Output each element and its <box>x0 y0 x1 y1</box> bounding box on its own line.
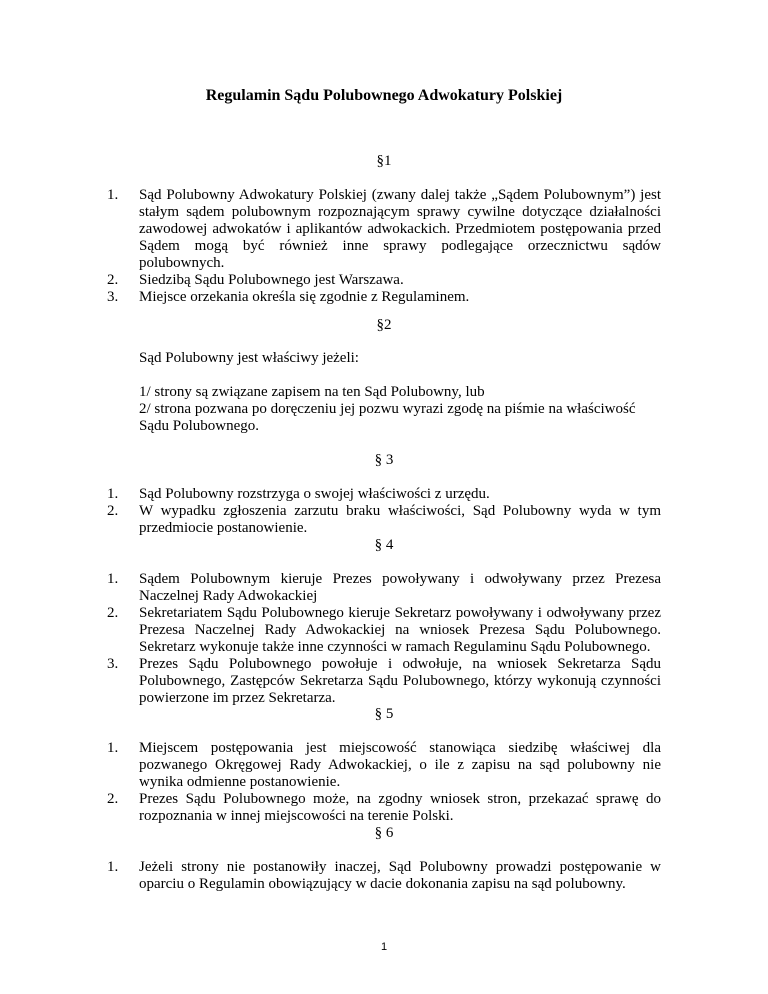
section-3-item-1 <box>107 486 661 503</box>
section-3-list <box>107 486 661 537</box>
section-4-item-3 <box>107 656 661 707</box>
item-number: 2. <box>107 605 119 621</box>
section-1-item-3 <box>107 289 661 306</box>
item-number: 1. <box>107 859 119 875</box>
item-text: Prezes Sądu Polubownego powołuje i odwołuje, na wniosek Sekretarza Sądu Polubownego, Zastępców Sekretarza Sądu Polubownego, którzy wykonują czynności powierzone im przez Sekretarza. <box>139 656 661 706</box>
item-number: 3. <box>107 289 119 305</box>
section-6-list <box>107 859 661 893</box>
item-text: Miejscem postępowania jest miejscowość stanowiąca siedzibę właściwej dla pozwanego Okręgowej Rady Adwokackiej, o ile z zapisu na sąd polubowny nie wynika odmienne postanowienie. <box>139 740 661 790</box>
section-1-list <box>107 187 661 306</box>
section-2-intro: Sąd Polubowny jest właściwy jeżeli: <box>139 350 359 366</box>
document-title: Regulamin Sądu Polubownego Adwokatury Polskiej <box>205 87 563 104</box>
section-5-item-2 <box>107 791 661 825</box>
item-number: 3. <box>107 656 119 672</box>
section-5-item-1 <box>107 740 661 791</box>
item-text: Sekretariatem Sądu Polubownego kieruje Sekretarz powoływany i odwoływany przez Prezesa Naczelnej Rady Adwokackiej na wniosek Prezesa Sądu Polubownego. Sekretarz wykonuje także inne czynności w ramach Regulaminu Sądu Polubownego. <box>139 605 661 655</box>
section-3-heading: § 3 <box>374 452 394 468</box>
item-number: 2. <box>107 503 119 519</box>
item-number: 1. <box>107 740 119 756</box>
section-2-point-1: 1/ strony są związane zapisem na ten Sąd Polubowny, lub <box>139 384 485 400</box>
section-6-item-1 <box>107 859 661 893</box>
item-text: W wypadku zgłoszenia zarzutu braku właściwości, Sąd Polubowny wyda w tym przedmiocie postanowienie. <box>139 503 661 536</box>
section-4-item-1 <box>107 571 661 605</box>
item-number: 1. <box>107 486 119 502</box>
section-1-heading: §1 <box>376 153 392 169</box>
section-1-item-1 <box>107 187 661 272</box>
section-2-point-2: 2/ strona pozwana po doręczeniu jej pozwu wyrazi zgodę na piśmie na właściwość Sądu Polubownego. <box>139 401 636 434</box>
item-text: Sąd Polubowny rozstrzyga o swojej właściwości z urzędu. <box>139 486 490 502</box>
item-text: Prezes Sądu Polubownego może, na zgodny wniosek stron, przekazać sprawę do rozpoznania w innej miejscowości na terenie Polski. <box>139 791 661 824</box>
section-1-item-2 <box>107 272 661 289</box>
section-2-heading: §2 <box>376 317 392 333</box>
item-number: 1. <box>107 571 119 587</box>
section-3-item-2 <box>107 503 661 537</box>
item-text: Sąd Polubowny Adwokatury Polskiej (zwany dalej także „Sądem Polubownym”) jest stałym sądem polubownym rozpoznającym sprawy cywilne dotyczące działalności zawodowej adwokatów i aplikantów adwokackich. Przedmiotem postępowania przed Sądem mogą być również inne sprawy podlegające orzecznictwu sądów polubownych. <box>139 187 661 271</box>
item-number: 1. <box>107 187 119 203</box>
page-number: 1 <box>380 941 388 953</box>
item-text: Siedzibą Sądu Polubownego jest Warszawa. <box>139 272 404 288</box>
section-5-list <box>107 740 661 825</box>
item-text: Sądem Polubownym kieruje Prezes powoływany i odwoływany przez Prezesa Naczelnej Rady Adwokackiej <box>139 571 661 604</box>
section-4-list <box>107 571 661 707</box>
item-text: Miejsce orzekania określa się zgodnie z Regulaminem. <box>139 289 470 305</box>
section-4-heading: § 4 <box>374 537 394 553</box>
item-text: Jeżeli strony nie postanowiły inaczej, Sąd Polubowny prowadzi postępowanie w oparciu o Regulamin obowiązujący w dacie dokonania zapisu na sąd polubowny. <box>139 859 661 892</box>
section-6-heading: § 6 <box>374 825 394 841</box>
item-number: 2. <box>107 791 119 807</box>
section-4-item-2 <box>107 605 661 656</box>
section-5-heading: § 5 <box>374 706 394 722</box>
item-number: 2. <box>107 272 119 288</box>
